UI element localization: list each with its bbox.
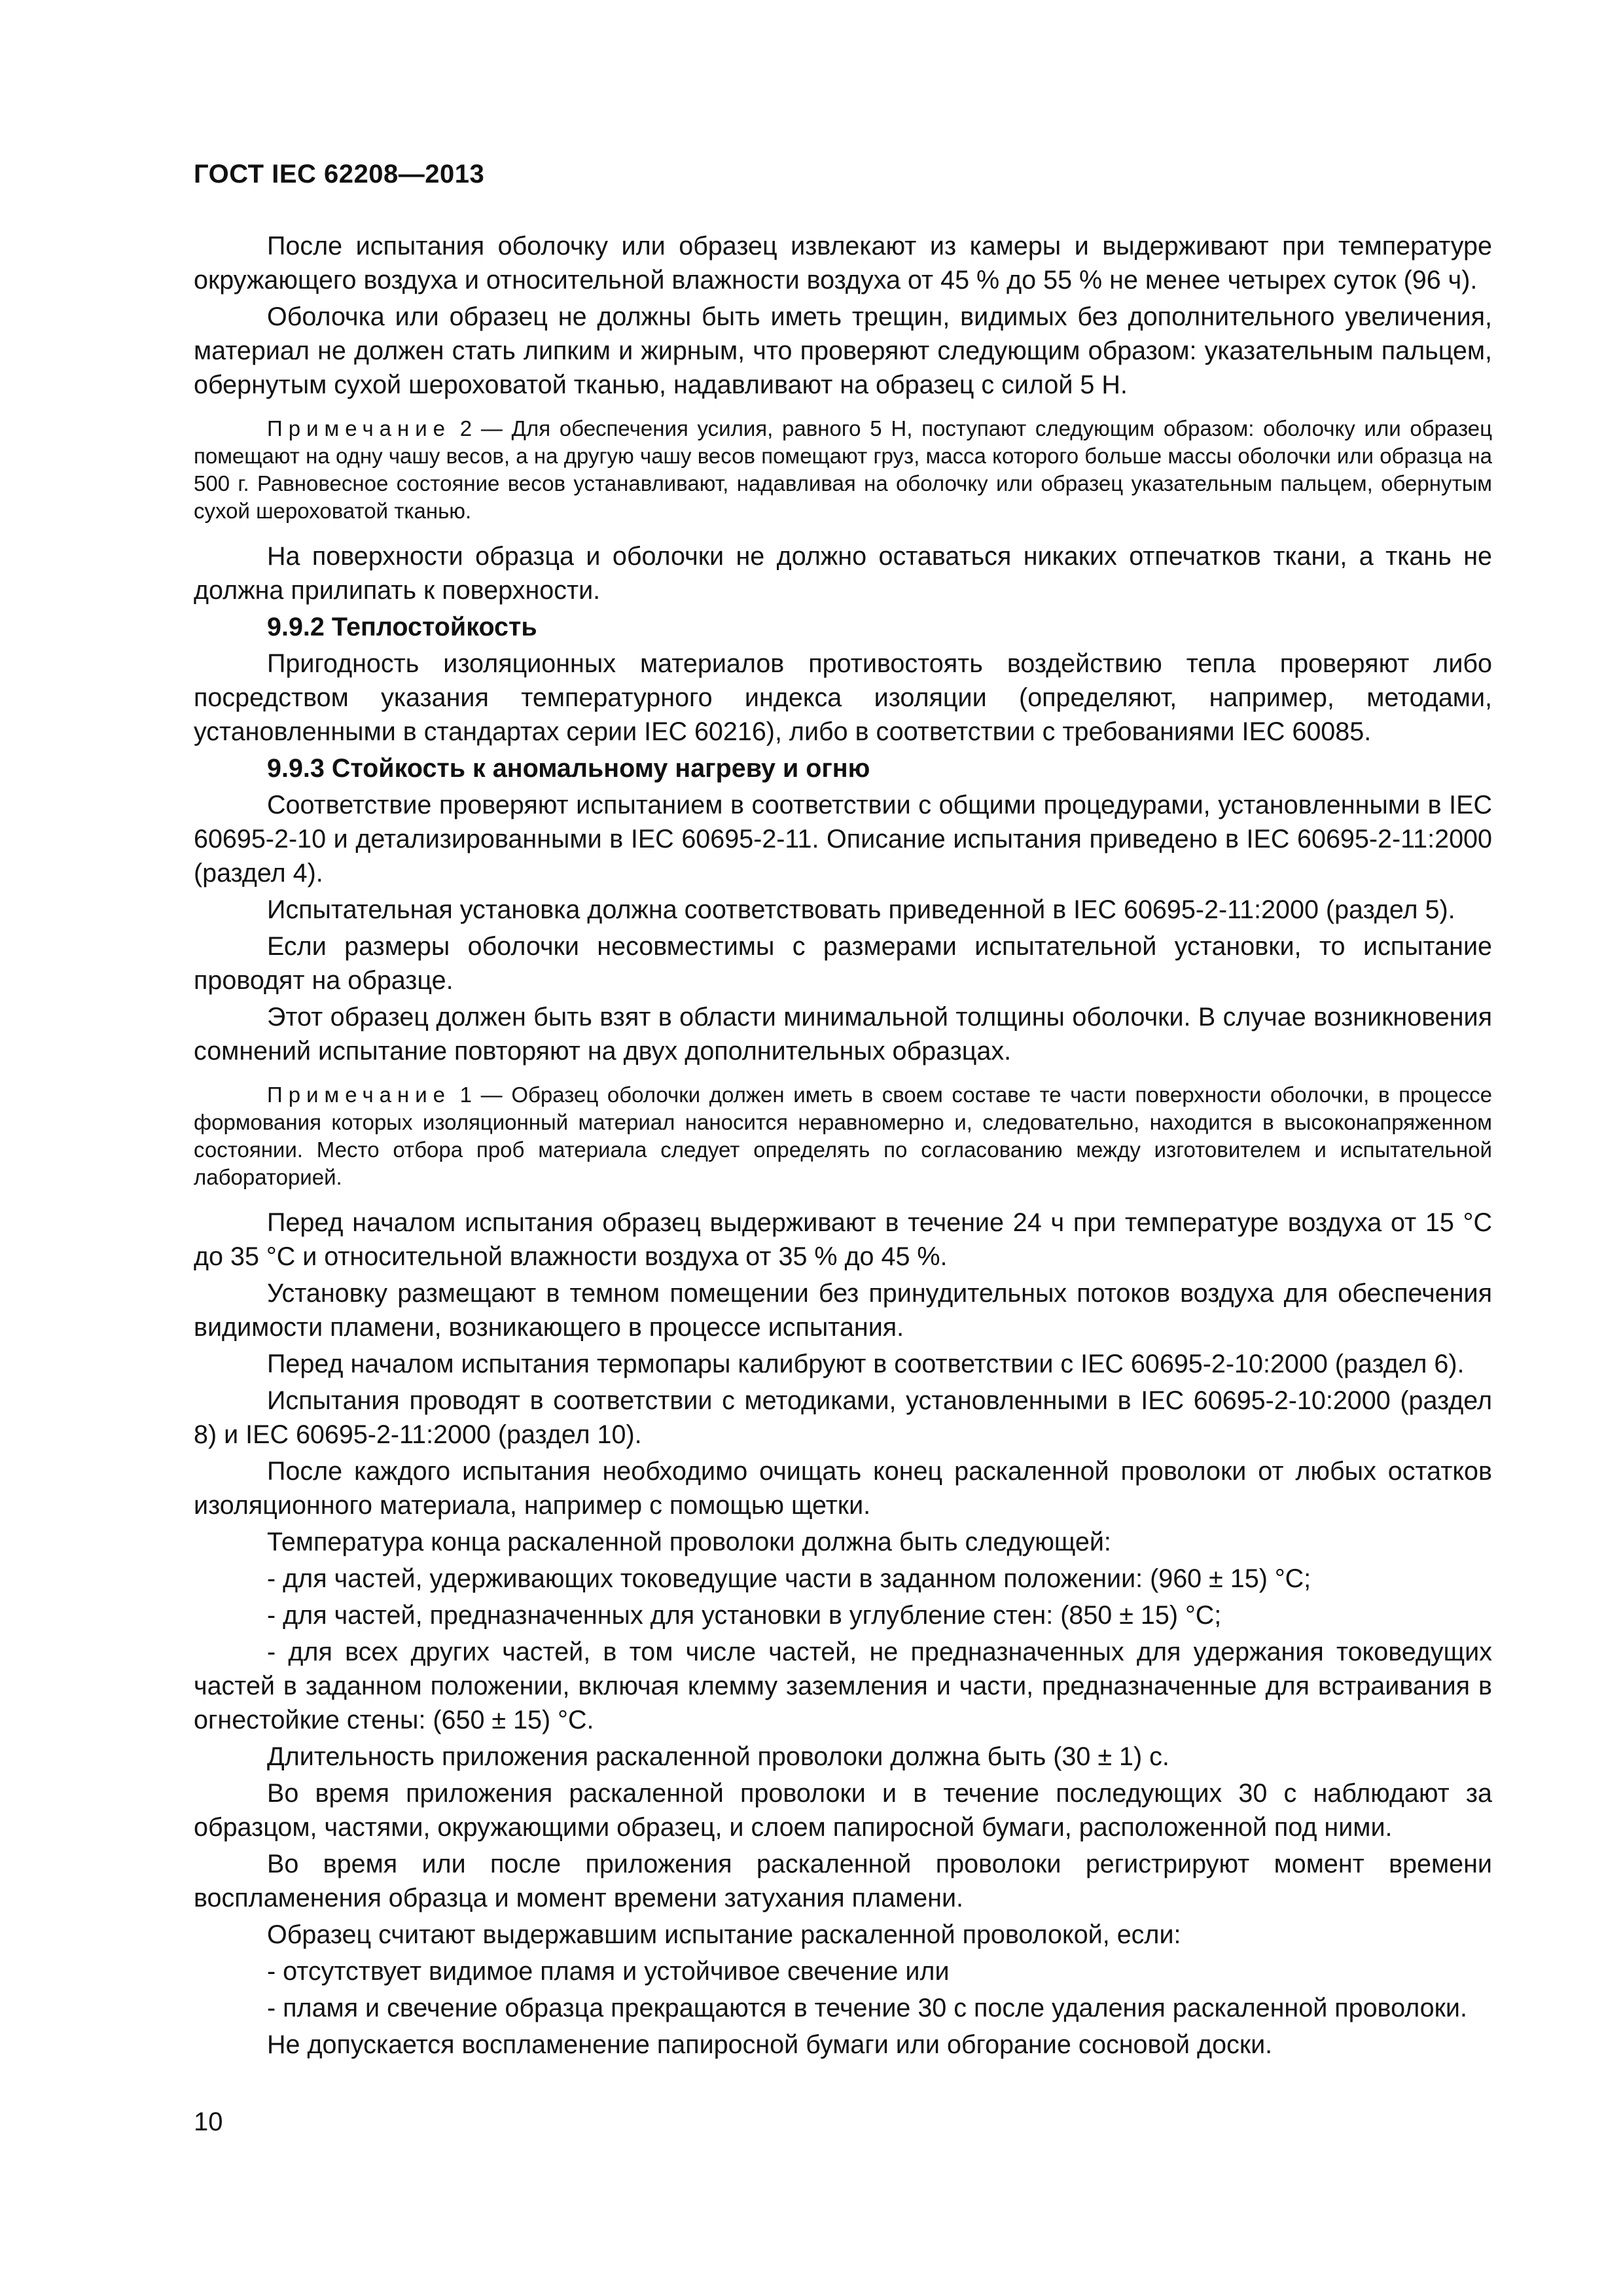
paragraph: Температура конца раскаленной проволоки должна быть следующей: — [267, 1528, 1111, 1556]
note-label: Примечание — [267, 1083, 452, 1107]
paragraph: Этот образец должен быть взят в области минимальной толщины оболочки. В случае возникновения сомнений испытание повторяют на двух дополнительных образцах. — [194, 1003, 1492, 1066]
page-number: 10 — [194, 2108, 223, 2136]
note-text: 1 — Образец оболочки должен иметь в своем составе те части поверхности оболочки, в процессе формования которых изоляционный материал наносится неравномерно и, следовательно, находится в высоконапряженном состоянии. Место отбора проб материала следует определять по согласованию между изготовителем и испытательной лабораторией. — [194, 1083, 1492, 1189]
document-body — [194, 229, 1492, 2064]
paragraph: Соответствие проверяют испытанием в соответствии с общими процедурами, установленными в IEC 60695-2-10 и детализированными в IEC 60695-2-11. Описание испытания приведено в IEC 60695-2-11:2000 (раздел 4). — [194, 791, 1492, 888]
note — [194, 1081, 1492, 1191]
list-item: - пламя и свечение образца прекращаются в течение 30 с после удаления раскаленной проволоки. — [267, 1994, 1467, 2022]
paragraph: Если размеры оболочки несовместимы с размерами испытательной установки, то испытание проводят на образце. — [194, 932, 1492, 995]
list-item: - для всех других частей, в том числе частей, не предназначенных для удержания токоведущих частей в заданном положении, включая клемму заземления и части, предназначенные для встраивания в огнестойкие стены: (650 ± 15) °С. — [194, 1638, 1492, 1734]
paragraph: После испытания оболочку или образец извлекают из камеры и выдерживают при температуре окружающего воздуха и относительной влажности воздуха от 45 % до 55 % не менее четырех суток (96 ч). — [194, 232, 1492, 295]
paragraph: Перед началом испытания образец выдерживают в течение 24 ч при температуре воздуха от 15 °С до 35 °С и относительной влажности воздуха от 35 % до 45 %. — [194, 1208, 1492, 1271]
section-heading: 9.9.3 Стойкость к аномальному нагреву и огню — [267, 754, 870, 783]
paragraph: Образец считают выдержавшим испытание раскаленной проволокой, если: — [267, 1920, 1181, 1949]
paragraph: Не допускается воспламенение папиросной бумаги или обгорание сосновой доски. — [267, 2030, 1273, 2059]
paragraph: Пригодность изоляционных материалов противостоять воздействию тепла проверяют либо посредством указания температурного индекса изоляции (определяют, например, методами, установленными в стандартах серии IEC 60216), либо в соответствии с требованиями IEC 60085. — [194, 649, 1492, 746]
paragraph: Испытания проводят в соответствии с методиками, установленными в IEC 60695-2-10:2000 (раздел 8) и IEC 60695-2-11:2000 (раздел 10). — [194, 1386, 1492, 1449]
paragraph: Во время или после приложения раскаленной проволоки регистрируют момент времени воспламенения образца и момент времени затухания пламени. — [194, 1850, 1492, 1912]
list-item: - для частей, предназначенных для установки в углубление стен: (850 ± 15) °С; — [267, 1601, 1222, 1630]
paragraph: Перед началом испытания термопары калибруют в соответствии с IEC 60695-2-10:2000 (раздел 6). — [267, 1350, 1465, 1378]
document-header: ГОСТ IEC 62208—2013 — [194, 160, 485, 188]
note-label: Примечание — [267, 416, 452, 440]
paragraph: После каждого испытания необходимо очищать конец раскаленной проволоки от любых остатков изоляционного материала, например с помощью щетки. — [194, 1457, 1492, 1520]
paragraph: На поверхности образца и оболочки не должно оставаться никаких отпечатков ткани, а ткань не должна прилипать к поверхности. — [194, 542, 1492, 605]
paragraph: Оболочка или образец не должны быть иметь трещин, видимых без дополнительного увеличения, материал не должен стать липким и жирным, что проверяют следующим образом: указательным пальцем, обернутым сухой шероховатой тканью, надавливают на образец с силой 5 Н. — [194, 302, 1492, 399]
paragraph: Длительность приложения раскаленной проволоки должна быть (30 ± 1) с. — [267, 1742, 1169, 1771]
section-heading: 9.9.2 Теплостойкость — [267, 613, 537, 641]
note — [194, 415, 1492, 525]
list-item: - отсутствует видимое пламя и устойчивое свечение или — [267, 1957, 950, 1986]
note-text: 2 — Для обеспечения усилия, равного 5 Н, поступают следующим образом: оболочку или образец помещают на одну чашу весов, а на другую чашу весов помещают груз, масса которого больше массы оболочки или образца на 500 г. Равновесное состояние весов устанавливают, надавливая на оболочку или образец указательным пальцем, обернутым сухой шероховатой тканью. — [194, 416, 1492, 523]
paragraph: Испытательная установка должна соответствовать приведенной в IEC 60695-2-11:2000 (раздел 5). — [267, 895, 1455, 924]
paragraph: Установку размещают в темном помещении без принудительных потоков воздуха для обеспечения видимости пламени, возникающего в процессе испытания. — [194, 1279, 1492, 1342]
paragraph: Во время приложения раскаленной проволоки и в течение последующих 30 с наблюдают за образцом, частями, окружающими образец, и слоем папиросной бумаги, расположенной под ними. — [194, 1779, 1492, 1842]
list-item: - для частей, удерживающих токоведущие части в заданном положении: (960 ± 15) °С; — [267, 1564, 1311, 1593]
